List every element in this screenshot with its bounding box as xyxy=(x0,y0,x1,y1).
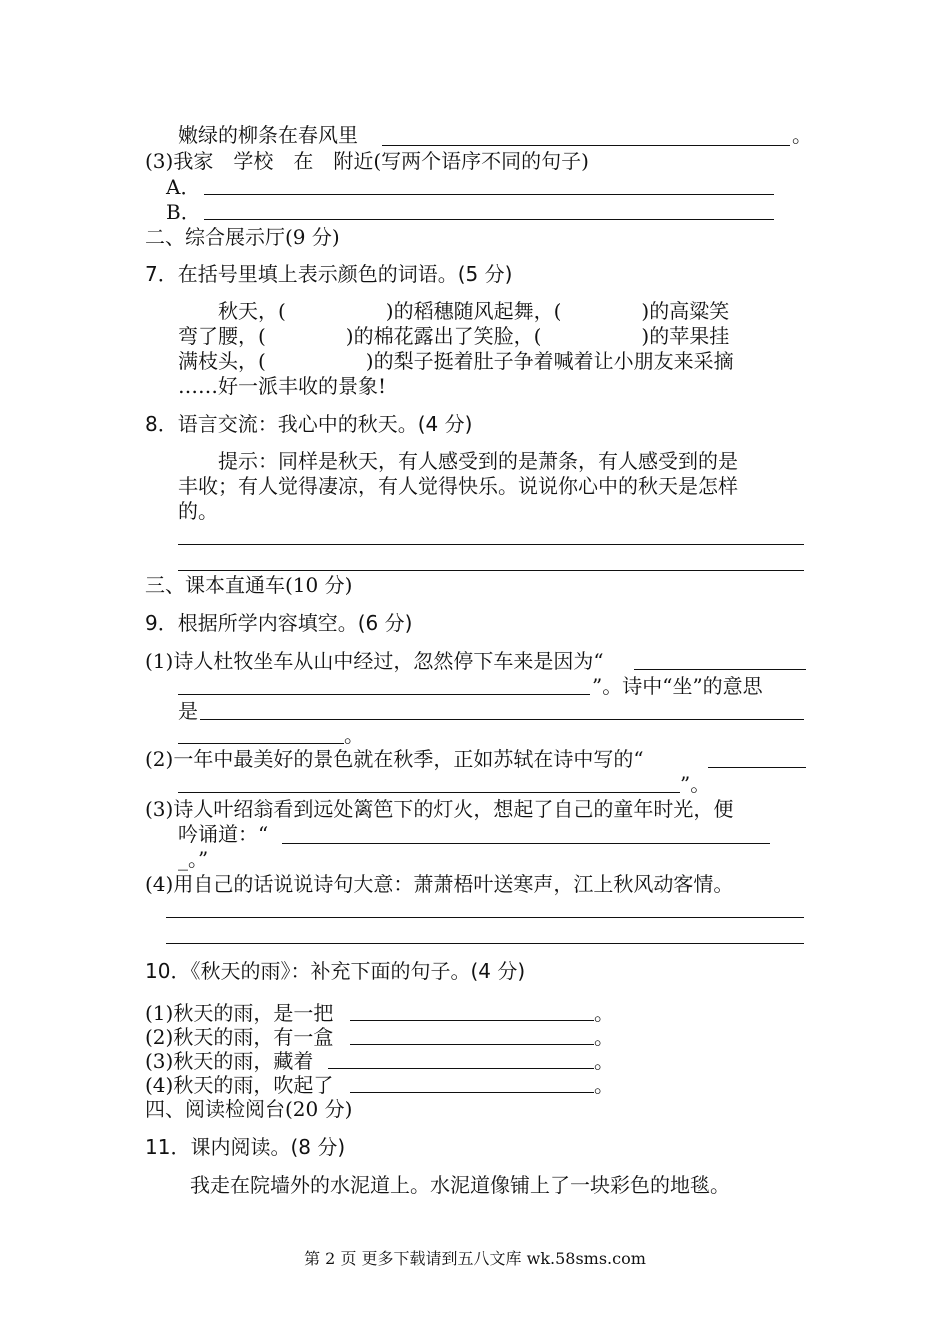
q9-part3-c: _。” xyxy=(178,847,209,871)
q10-title: 10．《秋天的雨》：补充下面的句子。(4 分) xyxy=(145,959,526,983)
period: 。 xyxy=(594,1001,614,1025)
q8-line-3: 的。 xyxy=(178,499,218,523)
q7-title: 7．在括号里填上表示颜色的词语。(5 分) xyxy=(145,262,513,286)
answer-blank[interactable] xyxy=(350,1020,594,1021)
answer-blank-b[interactable] xyxy=(204,219,774,220)
answer-blank[interactable] xyxy=(178,694,590,695)
q8-line-1: 提示：同样是秋天，有人感受到的是萧条，有人感受到的是 xyxy=(178,449,738,473)
q10-item-4: (4)秋天的雨，吹起了 xyxy=(145,1073,334,1097)
answer-blank[interactable] xyxy=(382,145,790,146)
period: 。 xyxy=(344,723,364,747)
answer-blank[interactable] xyxy=(178,743,344,744)
answer-blank[interactable] xyxy=(200,719,804,720)
answer-blank[interactable] xyxy=(178,792,680,793)
q10-item-2: (2)秋天的雨，有一盒 xyxy=(145,1025,334,1049)
page-footer: 第 2 页 更多下载请到五八文库 wk.58sms.com xyxy=(304,1249,646,1268)
q9-part1-b: ”。诗中“坐”的意思 xyxy=(592,674,763,698)
answer-line[interactable] xyxy=(178,570,804,571)
q7-line-4: ……好一派丰收的景象! xyxy=(178,374,387,398)
period: 。 xyxy=(594,1073,614,1097)
q7-line-1: 秋天，( )的稻穗随风起舞，( )的高粱笑 xyxy=(178,299,730,323)
q8-title: 8．语言交流：我心中的秋天。(4 分) xyxy=(145,412,473,436)
period: 。 xyxy=(594,1049,614,1073)
q8-line-2: 丰收；有人觉得凄凉，有人觉得快乐。说说你心中的秋天是怎样 xyxy=(178,474,738,498)
q9-part2-a: (2)一年中最美好的景色就在秋季，正如苏轼在诗中写的“ xyxy=(145,747,644,771)
q6-willow-line: 嫩绿的柳条在春风里 xyxy=(178,123,358,147)
q9-part3-a: (3)诗人叶绍翁看到远处篱笆下的灯火，想起了自己的童年时光，便 xyxy=(145,797,734,821)
q10-item-1: (1)秋天的雨，是一把 xyxy=(145,1001,334,1025)
period: 。 xyxy=(594,1025,614,1049)
answer-blank[interactable] xyxy=(282,843,770,844)
q7-line-3: 满枝头，( )的梨子挺着肚子争着喊着让小朋友来采摘 xyxy=(178,349,734,373)
reading-passage: 我走在院墙外的水泥道上。水泥道像铺上了一块彩色的地毯。 xyxy=(190,1173,730,1197)
section-4-title: 四、阅读检阅台(20 分) xyxy=(145,1097,353,1121)
q7-line-2: 弯了腰，( )的棉花露出了笑脸，( )的苹果挂 xyxy=(178,324,730,348)
answer-blank[interactable] xyxy=(708,767,806,768)
answer-blank[interactable] xyxy=(328,1068,594,1069)
q11-title: 11．课内阅读。(8 分) xyxy=(145,1135,346,1159)
answer-line[interactable] xyxy=(178,544,804,545)
option-b-label: B． xyxy=(166,200,201,224)
answer-line[interactable] xyxy=(166,917,804,918)
answer-blank-a[interactable] xyxy=(204,194,774,195)
q9-part2-b: ”。 xyxy=(680,772,711,796)
section-2-title: 二、综合展示厅(9 分) xyxy=(145,225,340,249)
option-a-label: A． xyxy=(166,175,201,199)
q10-item-3: (3)秋天的雨，藏着 xyxy=(145,1049,314,1073)
q9-part3-b: 吟诵道：“ xyxy=(178,822,269,846)
q9-title: 9．根据所学内容填空。(6 分) xyxy=(145,611,413,635)
q9-part1-a: (1)诗人杜牧坐车从山中经过，忽然停下车来是因为“ xyxy=(145,649,604,673)
q9-part4: (4)用自己的话说说诗句大意：萧萧梧叶送寒声，江上秋风动客情。 xyxy=(145,872,734,896)
answer-blank[interactable] xyxy=(350,1092,594,1093)
q9-part1-c: 是 xyxy=(178,699,198,723)
answer-blank[interactable] xyxy=(634,669,806,670)
q6-part3: (3)我家 学校 在 附近(写两个语序不同的句子) xyxy=(145,149,589,173)
answer-blank[interactable] xyxy=(350,1044,594,1045)
period: 。 xyxy=(792,123,812,147)
section-3-title: 三、课本直通车(10 分) xyxy=(145,573,353,597)
answer-line[interactable] xyxy=(166,943,804,944)
